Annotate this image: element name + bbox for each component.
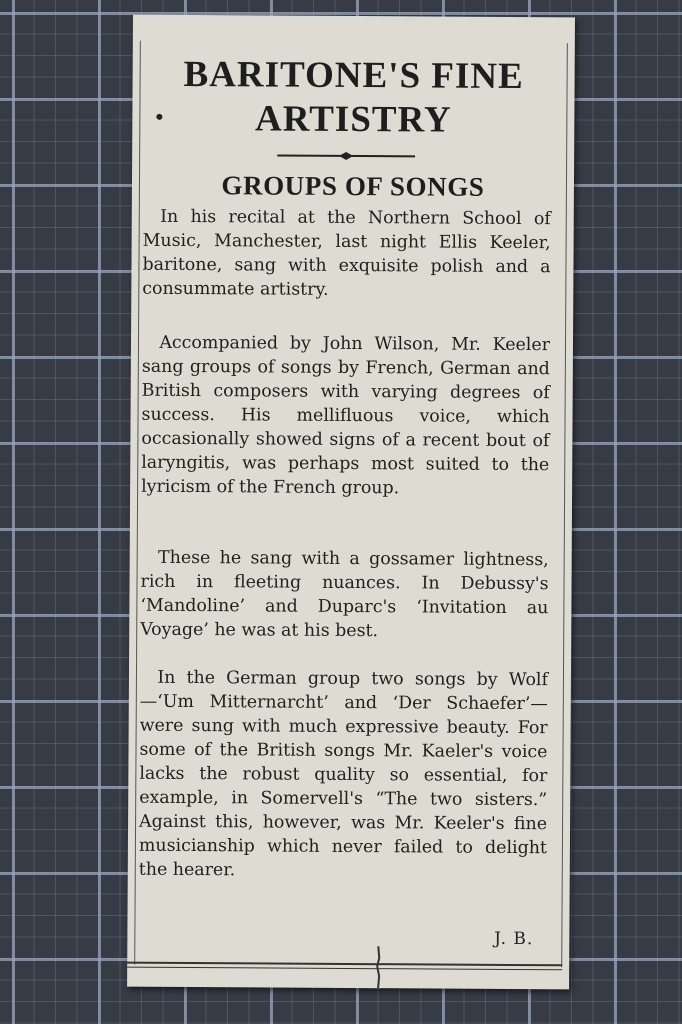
ornament-rule-icon xyxy=(277,152,415,161)
bottom-rule-thin xyxy=(127,967,562,971)
paragraph-text: These he sang with a gossamer lightness, rich in fleeting nuances. In Debussy's ‘Mandoline’ and Duparc's ‘Invitation au Voyage’ he was at his best. xyxy=(140,547,549,642)
subheadline: GROUPS OF SONGS xyxy=(221,170,485,202)
headline-line-2: ARTISTRY xyxy=(254,98,452,141)
author-initials: J. B. xyxy=(494,928,534,950)
article-paragraph xyxy=(142,205,551,303)
article-paragraph xyxy=(140,546,549,644)
article-paragraph xyxy=(139,666,548,884)
headline-line-1: BARITONE'S FINE xyxy=(183,53,524,98)
paragraph-text: In the German group two songs by Wolf—‘Um Mitternarcht’ and ‘Der Schaefer’—were sung with much expressive beauty. For some of the British songs Mr. Kaeler's voice lacks the robust quality so essential, for example, in Somervell's “The two sisters.” Against this, however, was Mr. Keeler's fine musicianship which never failed to delight the hearer. xyxy=(138,667,549,881)
headline xyxy=(132,53,575,144)
paragraph-text: Accompanied by John Wilson, Mr. Keeler sang groups of songs by French, German and British composers with varying degrees of success. His mellifluous voice, which occasionally showed signs of a recent bout of laryngitis, was perhaps most suited to the lyricism of the French group. xyxy=(141,332,551,499)
bottom-rule xyxy=(127,962,562,967)
article-paragraph xyxy=(141,331,550,501)
staple-mark-icon xyxy=(375,946,381,988)
newspaper-clipping xyxy=(127,15,575,990)
paragraph-text: In his recital at the Northern School of Music, Manchester, last night Ellis Keeler, baritone, sang with exquisite polish and a consummate artistry. xyxy=(142,206,551,300)
